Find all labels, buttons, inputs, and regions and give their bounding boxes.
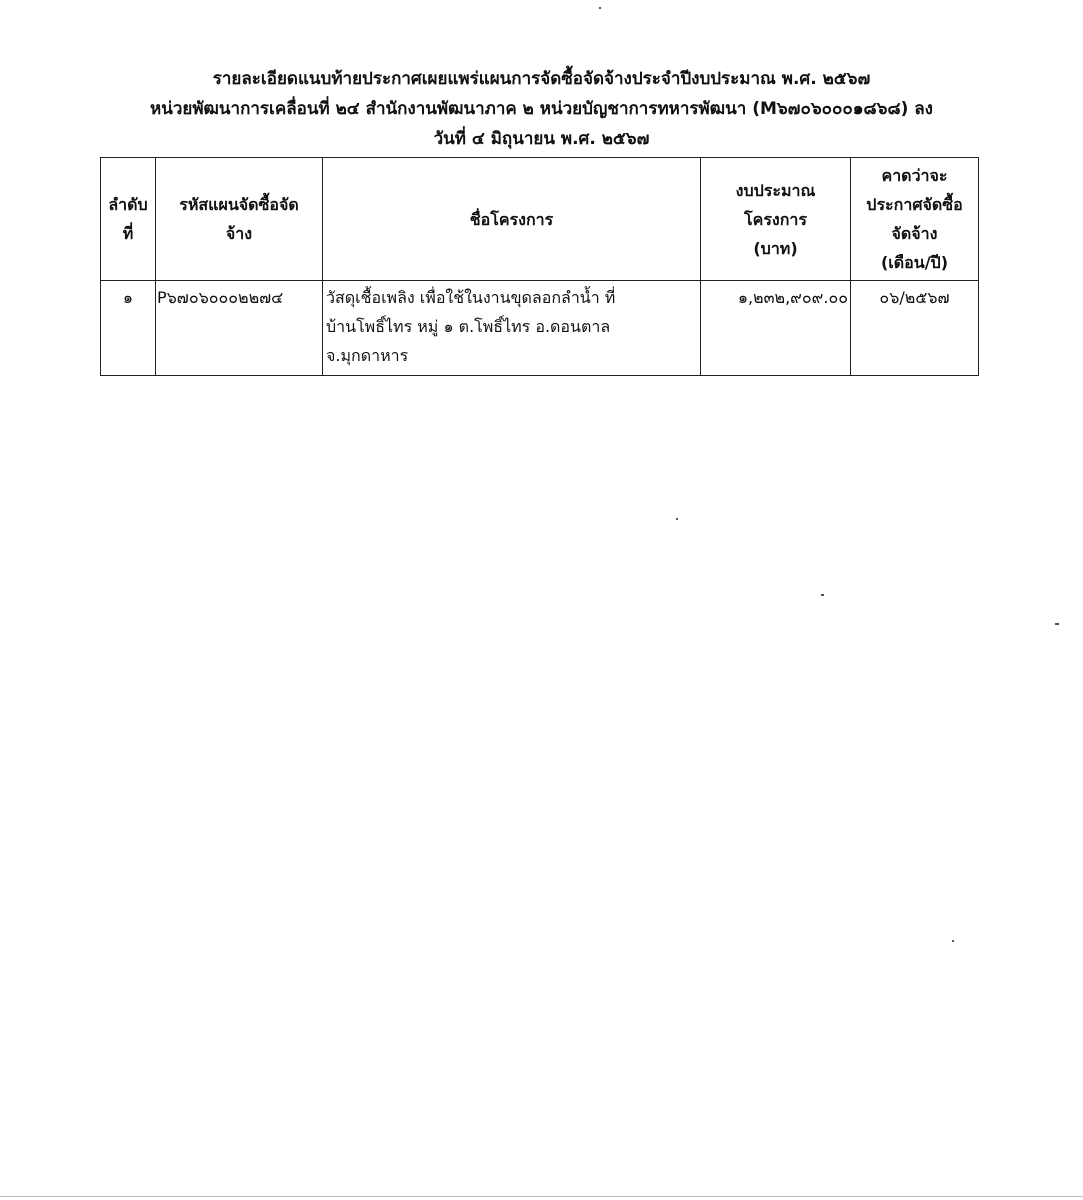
project-name-line: จ.มุกดาหาร bbox=[326, 346, 409, 365]
scan-bottom-edge bbox=[0, 1196, 1083, 1197]
col-header-budget-line: (บาท) bbox=[753, 238, 798, 258]
header-agency: หน่วยพัฒนาการเคลื่อนที่ ๒๔ สำนักงานพัฒนาภาค ๒ หน่วยบัญชาการทหารพัฒนา (M๖๗๐๖๐๐๐๑๘๖๘) ลง bbox=[150, 99, 933, 119]
col-header-seq bbox=[101, 158, 156, 281]
table-row bbox=[101, 281, 979, 376]
scan-speck bbox=[1055, 623, 1059, 625]
document-header bbox=[0, 64, 1083, 154]
procurement-plan-table bbox=[100, 157, 979, 376]
cell-project-name bbox=[323, 281, 701, 376]
col-header-month-line: จัดจ้าง bbox=[891, 224, 938, 243]
table-header-row bbox=[101, 158, 979, 281]
cell-plan-code: P๖๗๐๖๐๐๐๒๒๗๔ bbox=[156, 281, 323, 376]
scan-speck bbox=[599, 7, 601, 9]
col-header-seq-line: ลำดับ bbox=[108, 195, 148, 214]
col-header-code bbox=[156, 158, 323, 281]
col-header-name-line: ชื่อโครงการ bbox=[469, 209, 554, 229]
scan-speck bbox=[676, 518, 678, 520]
cell-seq: ๑ bbox=[101, 281, 156, 376]
col-header-month-line: คาดว่าจะ bbox=[881, 166, 948, 185]
col-header-budget-line: งบประมาณ bbox=[735, 180, 816, 200]
scan-speck bbox=[952, 940, 954, 942]
cell-expected-month: ๐๖/๒๕๖๗ bbox=[851, 281, 979, 376]
col-header-code-line: รหัสแผนจัดซื้อจัด bbox=[179, 195, 299, 214]
col-header-name bbox=[323, 158, 701, 281]
col-header-seq-line: ที่ bbox=[122, 224, 134, 243]
col-header-month-line: (เดือน/ปี) bbox=[880, 253, 949, 272]
scan-speck bbox=[821, 594, 824, 596]
col-header-code-line: จ้าง bbox=[225, 224, 253, 243]
col-header-budget bbox=[701, 158, 851, 281]
col-header-month bbox=[851, 158, 979, 281]
project-name-line: วัสดุเชื้อเพลิง เพื่อใช้ในงานขุดลอกลำน้ำ ที่ bbox=[326, 288, 616, 307]
cell-budget: ๑,๒๓๒,๙๐๙.๐๐ bbox=[701, 281, 851, 376]
header-date: วันที่ ๔ มิถุนายน พ.ศ. ๒๕๖๗ bbox=[433, 129, 650, 149]
project-name-line: บ้านโพธิ์ไทร หมู่ ๑ ต.โพธิ์ไทร อ.ดอนตาล bbox=[326, 317, 611, 336]
col-header-budget-line: โครงการ bbox=[744, 209, 807, 229]
col-header-month-line: ประกาศจัดซื้อ bbox=[866, 195, 963, 214]
header-title: รายละเอียดแนบท้ายประกาศเผยแพร่แผนการจัดซื้อจัดจ้างประจำปีงบประมาณ พ.ศ. ๒๕๖๗ bbox=[212, 69, 871, 89]
